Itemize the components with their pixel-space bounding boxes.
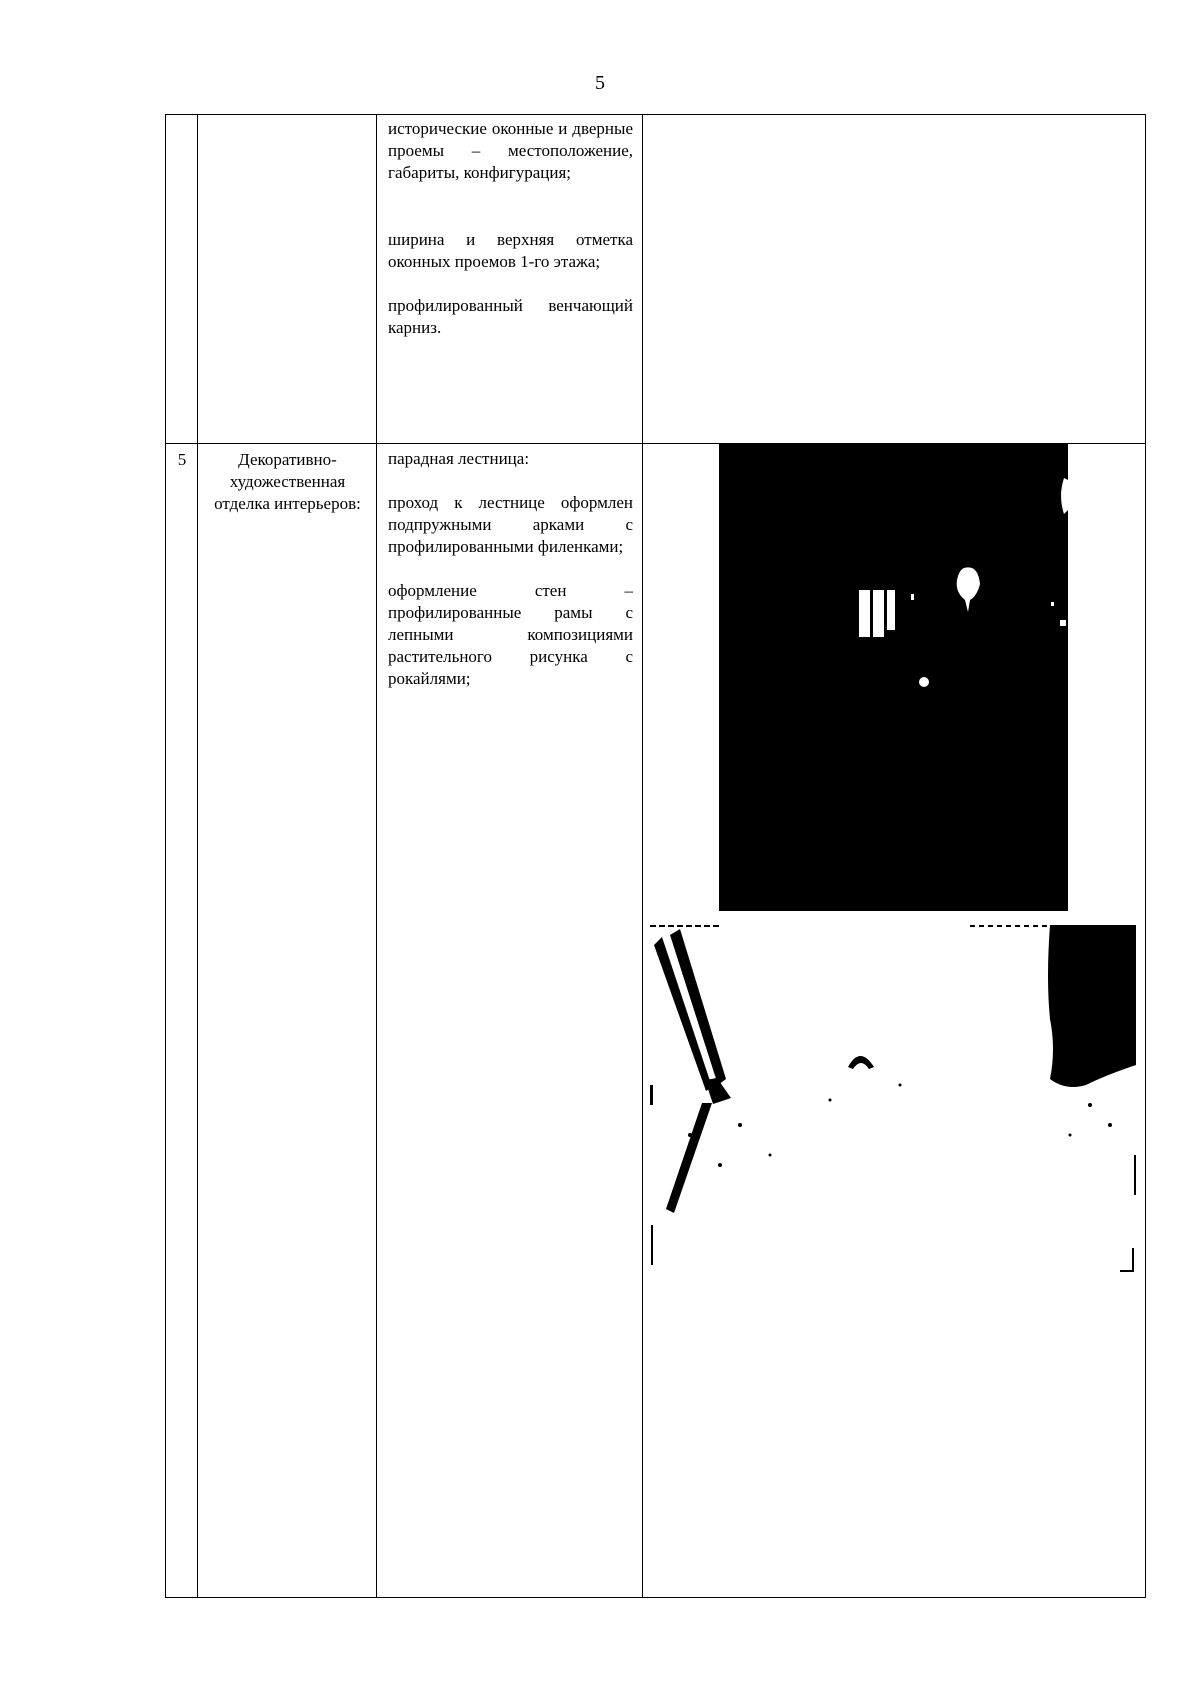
row-number: 5 bbox=[177, 450, 187, 469]
desc-window-door-openings: исторические оконные и дверные проемы – местоположение, габариты, конфигурация; bbox=[388, 119, 633, 182]
desc-window-width: ширина и верхняя отметка оконных проемов 1-го этажа; bbox=[388, 230, 633, 271]
desc-cornice: профилированный венчающий карниз. bbox=[388, 296, 633, 337]
table-row-5-description bbox=[377, 445, 643, 690]
feature-name: Декоративно-художественная отделка интерьеров: bbox=[214, 450, 361, 513]
desc-arches: проход к лестнице оформлен подпружными арками с профилированными филенками; bbox=[388, 493, 633, 556]
page-number: 5 bbox=[595, 72, 605, 94]
desc-staircase: парадная лестница: bbox=[388, 449, 530, 468]
arch-photo bbox=[650, 925, 1136, 1295]
table-row-continued-description bbox=[377, 115, 643, 339]
staircase-photo bbox=[719, 444, 1068, 911]
column-divider bbox=[197, 115, 198, 1597]
desc-walls: оформление стен – профилированные рамы с лепными композициями растительного рисунка с рокайлями; bbox=[388, 581, 633, 688]
